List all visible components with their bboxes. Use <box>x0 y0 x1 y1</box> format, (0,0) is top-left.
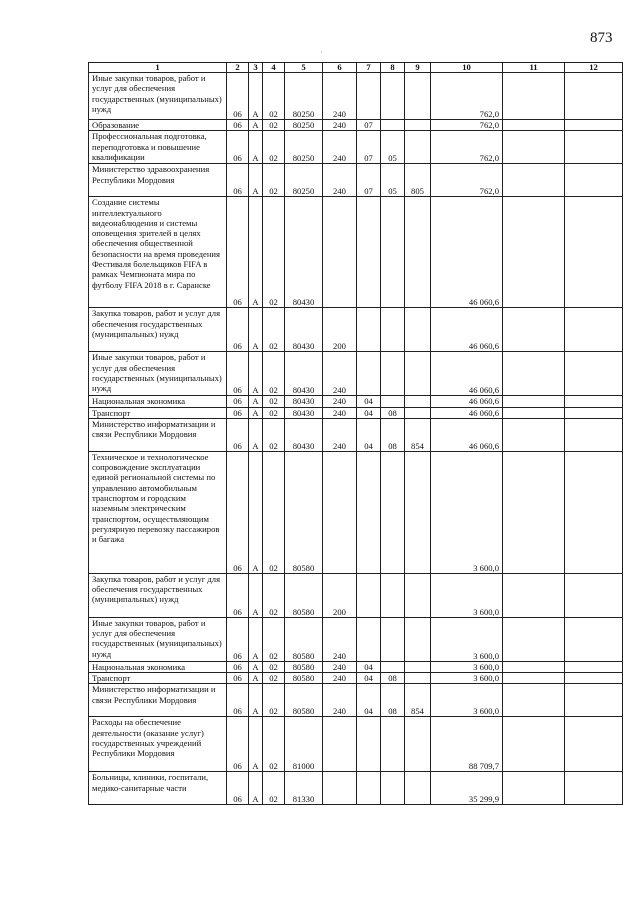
amount-cell: 762,0 <box>431 131 503 164</box>
code-cell <box>357 617 381 661</box>
code-cell: 07 <box>357 164 381 197</box>
code-cell: 02 <box>263 120 285 131</box>
code-cell: 240 <box>323 120 357 131</box>
code-cell: 854 <box>405 684 431 717</box>
code-cell <box>565 407 623 418</box>
code-cell <box>405 352 431 396</box>
code-cell <box>565 717 623 772</box>
code-cell: 80430 <box>285 197 323 308</box>
code-cell: 02 <box>263 396 285 407</box>
amount-cell: 762,0 <box>431 73 503 120</box>
table-row <box>89 308 623 352</box>
code-cell: 80580 <box>285 673 323 684</box>
code-cell <box>565 164 623 197</box>
code-cell: 240 <box>323 352 357 396</box>
code-cell: 240 <box>323 418 357 451</box>
code-cell: 80430 <box>285 407 323 418</box>
row-description: Иные закупки товаров, работ и услуг для обеспечения государственных (муниципальных) нужд <box>89 617 227 661</box>
code-cell <box>565 451 623 573</box>
code-cell: 02 <box>263 352 285 396</box>
code-cell: 02 <box>263 73 285 120</box>
code-cell: 06 <box>227 717 249 772</box>
code-cell <box>381 661 405 672</box>
page-number: 873 <box>590 30 613 46</box>
code-cell: 80250 <box>285 73 323 120</box>
row-description: Профессиональная подготовка, переподготовка и повышение квалификации <box>89 131 227 164</box>
table-header-row <box>89 63 623 73</box>
column-header: 3 <box>249 63 263 73</box>
code-cell: 80580 <box>285 617 323 661</box>
table-row <box>89 673 623 684</box>
code-cell: 04 <box>357 396 381 407</box>
code-cell: 200 <box>323 573 357 617</box>
code-cell <box>405 772 431 805</box>
code-cell <box>405 308 431 352</box>
code-cell <box>405 120 431 131</box>
row-description: Закупка товаров, работ и услуг для обеспечения государственных (муниципальных) нужд <box>89 573 227 617</box>
code-cell: 06 <box>227 661 249 672</box>
code-cell: 02 <box>263 164 285 197</box>
amount-cell: 3 600,0 <box>431 684 503 717</box>
amount-cell: 88 709,7 <box>431 717 503 772</box>
code-cell: 240 <box>323 396 357 407</box>
code-cell: А <box>249 352 263 396</box>
code-cell: 06 <box>227 73 249 120</box>
code-cell: 04 <box>357 407 381 418</box>
code-cell: 06 <box>227 197 249 308</box>
column-header: 7 <box>357 63 381 73</box>
code-cell: 805 <box>405 164 431 197</box>
code-cell: А <box>249 617 263 661</box>
code-cell: 06 <box>227 131 249 164</box>
code-cell: А <box>249 197 263 308</box>
row-description: Образование <box>89 120 227 131</box>
code-cell: 06 <box>227 451 249 573</box>
code-cell: 07 <box>357 120 381 131</box>
code-cell: 80430 <box>285 308 323 352</box>
amount-cell: 46 060,6 <box>431 197 503 308</box>
code-cell: 02 <box>263 131 285 164</box>
code-cell: 80580 <box>285 684 323 717</box>
row-description: Создание системы интеллектуального видеонаблюдения и системы оповещения зрителей в целях обеспечения общественной безопасности на время проведения Фестиваля болельщиков FIFA в рамках Чемпионата мира по футболу FIFA 2018 в г. Саранске <box>89 197 227 308</box>
code-cell: 02 <box>263 418 285 451</box>
row-description: Транспорт <box>89 407 227 418</box>
code-cell: 80250 <box>285 164 323 197</box>
code-cell: 240 <box>323 164 357 197</box>
code-cell: 240 <box>323 661 357 672</box>
column-header: 12 <box>565 63 623 73</box>
code-cell <box>381 352 405 396</box>
code-cell <box>357 451 381 573</box>
code-cell: 06 <box>227 120 249 131</box>
code-cell: 06 <box>227 573 249 617</box>
code-cell <box>357 73 381 120</box>
code-cell <box>357 717 381 772</box>
code-cell: 80430 <box>285 396 323 407</box>
code-cell: 200 <box>323 308 357 352</box>
code-cell: 02 <box>263 573 285 617</box>
amount-cell: 762,0 <box>431 164 503 197</box>
code-cell: 06 <box>227 308 249 352</box>
row-description: Национальная экономика <box>89 396 227 407</box>
code-cell <box>503 120 565 131</box>
row-description: Иные закупки товаров, работ и услуг для обеспечения государственных (муниципальных) нужд <box>89 73 227 120</box>
code-cell: 240 <box>323 73 357 120</box>
code-cell: 80430 <box>285 352 323 396</box>
code-cell: 02 <box>263 661 285 672</box>
table-row <box>89 418 623 451</box>
code-cell <box>357 308 381 352</box>
code-cell <box>405 396 431 407</box>
table-row <box>89 451 623 573</box>
column-header: 11 <box>503 63 565 73</box>
code-cell: А <box>249 661 263 672</box>
code-cell <box>565 772 623 805</box>
amount-cell: 46 060,6 <box>431 352 503 396</box>
amount-cell: 3 600,0 <box>431 617 503 661</box>
code-cell: 08 <box>381 418 405 451</box>
code-cell: А <box>249 772 263 805</box>
code-cell <box>503 73 565 120</box>
row-description: Министерство информатизации и связи Республики Мордовия <box>89 684 227 717</box>
table-row <box>89 573 623 617</box>
code-cell <box>503 164 565 197</box>
code-cell <box>381 197 405 308</box>
code-cell <box>405 451 431 573</box>
code-cell: 02 <box>263 772 285 805</box>
code-cell: А <box>249 673 263 684</box>
code-cell: 02 <box>263 451 285 573</box>
code-cell <box>381 772 405 805</box>
code-cell: 80250 <box>285 131 323 164</box>
code-cell <box>565 661 623 672</box>
amount-cell: 3 600,0 <box>431 673 503 684</box>
code-cell: А <box>249 164 263 197</box>
code-cell <box>381 573 405 617</box>
table-body <box>89 73 623 805</box>
column-header: 1 <box>89 63 227 73</box>
code-cell: А <box>249 396 263 407</box>
code-cell <box>565 396 623 407</box>
code-cell <box>405 73 431 120</box>
amount-cell: 762,0 <box>431 120 503 131</box>
code-cell: 04 <box>357 661 381 672</box>
code-cell <box>503 661 565 672</box>
code-cell <box>357 352 381 396</box>
amount-cell: 46 060,6 <box>431 308 503 352</box>
code-cell: А <box>249 717 263 772</box>
amount-cell: 46 060,6 <box>431 407 503 418</box>
code-cell: 08 <box>381 673 405 684</box>
code-cell: 80430 <box>285 418 323 451</box>
code-cell <box>323 717 357 772</box>
code-cell <box>405 661 431 672</box>
code-cell <box>565 131 623 164</box>
table-row <box>89 617 623 661</box>
code-cell <box>381 396 405 407</box>
amount-cell: 46 060,6 <box>431 396 503 407</box>
code-cell <box>503 673 565 684</box>
code-cell <box>405 573 431 617</box>
amount-cell: 35 299,9 <box>431 772 503 805</box>
code-cell: А <box>249 407 263 418</box>
code-cell: 04 <box>357 673 381 684</box>
code-cell: 08 <box>381 407 405 418</box>
code-cell: 04 <box>357 684 381 717</box>
code-cell <box>503 396 565 407</box>
code-cell: А <box>249 73 263 120</box>
code-cell: 02 <box>263 197 285 308</box>
code-cell <box>565 573 623 617</box>
table-row <box>89 396 623 407</box>
code-cell: 80250 <box>285 120 323 131</box>
code-cell <box>503 308 565 352</box>
table-row <box>89 407 623 418</box>
row-description: Национальная экономика <box>89 661 227 672</box>
table-row <box>89 164 623 197</box>
table-row <box>89 197 623 308</box>
code-cell <box>357 197 381 308</box>
amount-cell: 3 600,0 <box>431 661 503 672</box>
code-cell <box>503 772 565 805</box>
code-cell <box>503 617 565 661</box>
code-cell <box>565 120 623 131</box>
code-cell <box>503 573 565 617</box>
row-description: Транспорт <box>89 673 227 684</box>
code-cell: 02 <box>263 617 285 661</box>
code-cell: 06 <box>227 673 249 684</box>
table-row <box>89 120 623 131</box>
code-cell <box>405 617 431 661</box>
code-cell: 05 <box>381 164 405 197</box>
table-row <box>89 772 623 805</box>
code-cell: А <box>249 308 263 352</box>
code-cell: 80580 <box>285 661 323 672</box>
code-cell <box>503 131 565 164</box>
code-cell <box>381 717 405 772</box>
code-cell: 02 <box>263 407 285 418</box>
code-cell: 80580 <box>285 451 323 573</box>
code-cell: 240 <box>323 617 357 661</box>
code-cell: 06 <box>227 352 249 396</box>
code-cell: А <box>249 451 263 573</box>
code-cell <box>565 197 623 308</box>
table-row <box>89 352 623 396</box>
code-cell <box>503 197 565 308</box>
table-row <box>89 661 623 672</box>
code-cell <box>503 451 565 573</box>
row-description: Расходы на обеспечение деятельности (оказание услуг) государственных учреждений Республики Мордовия <box>89 717 227 772</box>
budget-table <box>88 62 623 805</box>
code-cell: 80580 <box>285 573 323 617</box>
code-cell: 240 <box>323 131 357 164</box>
row-description: Министерство информатизации и связи Республики Мордовия <box>89 418 227 451</box>
code-cell <box>381 451 405 573</box>
code-cell: 08 <box>381 684 405 717</box>
code-cell <box>405 407 431 418</box>
table-row <box>89 684 623 717</box>
code-cell: А <box>249 418 263 451</box>
code-cell <box>323 197 357 308</box>
code-cell: 06 <box>227 617 249 661</box>
code-cell: 07 <box>357 131 381 164</box>
code-cell <box>405 197 431 308</box>
table-row <box>89 131 623 164</box>
code-cell <box>565 308 623 352</box>
code-cell <box>503 352 565 396</box>
code-cell <box>405 131 431 164</box>
row-description: Техническое и технологическое сопровождение эксплуатации единой региональной системы по управлению автомобильным транспортом и городским наземным электрическим транспортом, осуществляющим регулярную перевозку пассажиров и багажа <box>89 451 227 573</box>
column-header: 2 <box>227 63 249 73</box>
column-header: 4 <box>263 63 285 73</box>
code-cell: 06 <box>227 407 249 418</box>
code-cell <box>381 617 405 661</box>
code-cell <box>565 352 623 396</box>
row-description: Больницы, клиники, госпитали, медико-санитарные части <box>89 772 227 805</box>
code-cell <box>565 684 623 717</box>
column-header: 8 <box>381 63 405 73</box>
code-cell: А <box>249 131 263 164</box>
code-cell: 81330 <box>285 772 323 805</box>
code-cell <box>381 120 405 131</box>
code-cell: 02 <box>263 673 285 684</box>
code-cell: 06 <box>227 772 249 805</box>
code-cell <box>565 617 623 661</box>
code-cell <box>565 418 623 451</box>
code-cell: 06 <box>227 164 249 197</box>
code-cell <box>503 407 565 418</box>
code-cell: 06 <box>227 418 249 451</box>
code-cell: 240 <box>323 673 357 684</box>
column-header: 10 <box>431 63 503 73</box>
row-description: Закупка товаров, работ и услуг для обеспечения государственных (муниципальных) нужд <box>89 308 227 352</box>
code-cell <box>565 73 623 120</box>
code-cell: 04 <box>357 418 381 451</box>
code-cell <box>503 717 565 772</box>
code-cell <box>503 418 565 451</box>
row-description: Иные закупки товаров, работ и услуг для обеспечения государственных (муниципальных) нужд <box>89 352 227 396</box>
table-row <box>89 717 623 772</box>
code-cell <box>405 717 431 772</box>
code-cell <box>323 451 357 573</box>
column-header: 5 <box>285 63 323 73</box>
code-cell: 02 <box>263 717 285 772</box>
code-cell <box>565 673 623 684</box>
code-cell: А <box>249 120 263 131</box>
code-cell <box>405 673 431 684</box>
code-cell: А <box>249 684 263 717</box>
code-cell: 854 <box>405 418 431 451</box>
code-cell <box>357 573 381 617</box>
amount-cell: 3 600,0 <box>431 573 503 617</box>
code-cell <box>381 73 405 120</box>
code-cell: 05 <box>381 131 405 164</box>
table-row <box>89 73 623 120</box>
code-cell <box>323 772 357 805</box>
code-cell: 02 <box>263 684 285 717</box>
code-cell: 06 <box>227 684 249 717</box>
amount-cell: 46 060,6 <box>431 418 503 451</box>
column-header: 9 <box>405 63 431 73</box>
scan-speck: · <box>320 48 323 57</box>
code-cell <box>357 772 381 805</box>
column-header: 6 <box>323 63 357 73</box>
code-cell: 240 <box>323 684 357 717</box>
code-cell: 81000 <box>285 717 323 772</box>
code-cell: А <box>249 573 263 617</box>
code-cell: 240 <box>323 407 357 418</box>
amount-cell: 3 600,0 <box>431 451 503 573</box>
code-cell: 02 <box>263 308 285 352</box>
row-description: Министерство здравоохранения Республики Мордовия <box>89 164 227 197</box>
code-cell <box>503 684 565 717</box>
code-cell <box>381 308 405 352</box>
code-cell: 06 <box>227 396 249 407</box>
